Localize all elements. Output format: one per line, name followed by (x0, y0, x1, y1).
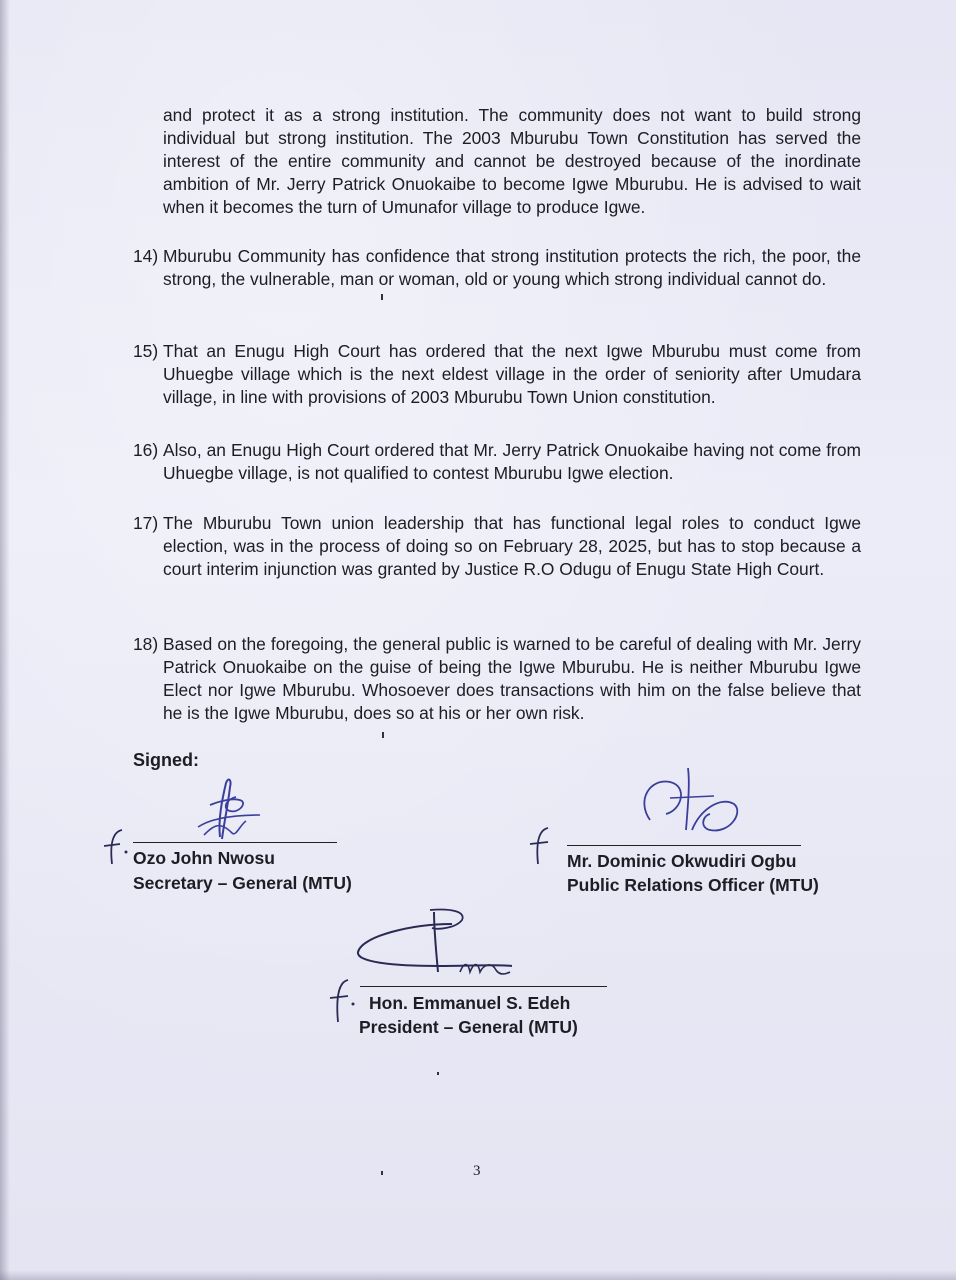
signatory-title: President – General (MTU) (359, 1017, 578, 1037)
item-text: Also, an Enugu High Court ordered that Mr. Jerry Patrick Onuokaibe having not come from Uhuegbe village, is not qualified to contest Mburubu Igwe election. (163, 440, 861, 483)
signatory-name: Ozo John Nwosu (133, 848, 275, 868)
signature-line (567, 845, 801, 846)
paper-speck (437, 1072, 439, 1075)
page-number: 3 (473, 1163, 481, 1179)
signature-line (133, 842, 337, 843)
signature-secretary (180, 775, 280, 845)
item-text: Mburubu Community has confidence that strong institution protects the rich, the poor, the strong, the vulnerable, man or woman, old or young which strong individual cannot do. (163, 246, 861, 289)
item-text: The Mburubu Town union leadership that has functional legal roles to conduct Igwe election, was in the process of doing so on February 28, 2025, but has to stop because a court interim injunction was granted by Justice R.O Odugu of Enugu State High Court. (163, 513, 861, 579)
paper-speck (381, 294, 383, 300)
item-text: Based on the foregoing, the general public is warned to be careful of dealing with Mr. Jerry Patrick Onuokaibe on the guise of being the Igwe Mburubu. He is neither Mburubu Igwe Elect nor Igwe Mburubu. Whosoever does transactions with him on the false believe that he is the Igwe Mburubu, does so at his or her own risk. (163, 634, 861, 723)
list-item (133, 512, 861, 581)
page-edge-shadow (0, 0, 10, 1280)
signatory-name: Mr. Dominic Okwudiri Ogbu (567, 851, 797, 871)
intro-paragraph: and protect it as a strong institution. The community does not want to build strong individual but strong institution. The 2003 Mburubu Town Constitution has served the interest of the entire community and cannot be destroyed because of the inordinate ambition of Mr. Jerry Patrick Onuokaibe to become Igwe Mburubu. He is advised to wait when it becomes the turn of Umunafor village to produce Igwe. (163, 105, 861, 217)
list-item (133, 633, 861, 725)
handwritten-f-mark (326, 976, 358, 1024)
signatory-name: Hon. Emmanuel S. Edeh (369, 993, 571, 1013)
page-bottom-shadow (0, 1270, 956, 1280)
signature-pro (630, 760, 750, 845)
signature-line (360, 986, 607, 987)
item-number: 18) (133, 634, 159, 654)
list-item (133, 245, 861, 291)
item-number: 17) (133, 513, 159, 533)
handwritten-f-mark (526, 824, 556, 866)
list-item (133, 439, 861, 485)
paper-speck (382, 732, 384, 738)
handwritten-f-mark (100, 826, 132, 866)
item-number: 15) (133, 341, 159, 361)
signed-label: Signed: (133, 750, 199, 770)
signature-president (342, 900, 522, 990)
item-number: 16) (133, 440, 159, 460)
item-text: That an Enugu High Court has ordered that the next Igwe Mburubu must come from Uhuegbe village which is the next eldest village in the order of seniority after Umudara village, in line with provisions of 2003 Mburubu Town Union constitution. (163, 341, 861, 407)
list-item (133, 340, 861, 409)
paper-speck (381, 1171, 383, 1175)
signatory-title: Public Relations Officer (MTU) (567, 875, 819, 895)
signatory-title: Secretary – General (MTU) (133, 873, 352, 893)
item-number: 14) (133, 246, 159, 266)
